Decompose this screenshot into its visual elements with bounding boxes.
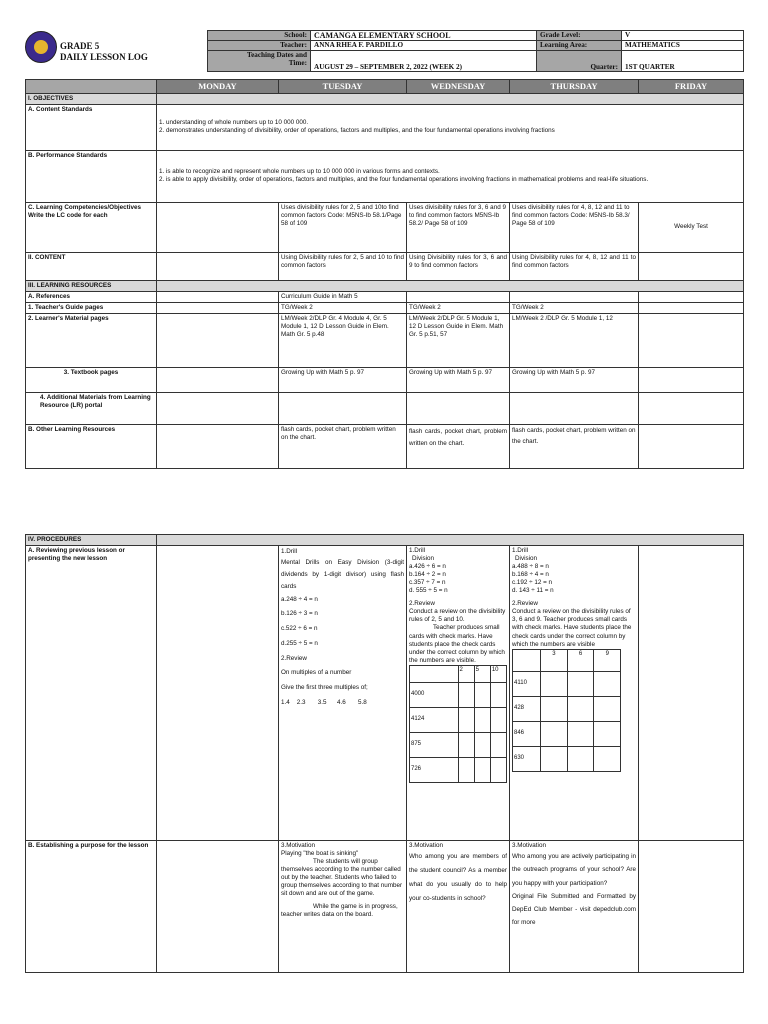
drill-item: b.126 ÷ 3 = n bbox=[281, 610, 318, 618]
competencies-friday: Weekly Test bbox=[639, 202, 744, 252]
learners-material-tuesday: LM/Week 2/DLP Gr. 4 Module 4, Gr. 5 Module 1, 12 D Lesson Guide in Elem. Math Gr. 5 p.48 bbox=[279, 314, 407, 368]
mini-row-label: 4124 bbox=[410, 707, 459, 732]
quarter-value: 1ST QUARTER bbox=[622, 51, 744, 72]
motivation-title: 3.Motivation bbox=[409, 842, 443, 850]
mini-header: 9 bbox=[594, 649, 621, 671]
drill-item: a.426 ÷ 6 = n bbox=[409, 563, 446, 571]
mini-row-label: 846 bbox=[513, 721, 541, 746]
teaching-dates-label bbox=[208, 51, 311, 72]
motivation-title: 3.Motivation bbox=[512, 842, 546, 850]
mini-row-label: 875 bbox=[410, 732, 459, 757]
content-standards-2: 2. demonstrates understanding of divisibility, order of operations, factors and multiples, and the four fundamental operations involving fractions bbox=[159, 127, 555, 135]
content-tuesday: Using Divisibility rules for 2, 5 and 10 to find common factors bbox=[279, 252, 407, 280]
performance-standards-text bbox=[157, 150, 744, 202]
content-thursday: Using Divisibility rules for 4, 8, 12 and 11 to find common factors bbox=[510, 252, 639, 280]
drill-title: 1.Drill bbox=[512, 547, 529, 555]
establishing-purpose-label: B. Establishing a purpose for the lesson bbox=[26, 841, 157, 973]
competencies-wednesday: Uses divisibility rules for 3, 6 and 9 to find common factors M5NS-Ib 58.2/ Page 58 of 109 bbox=[407, 202, 510, 252]
multiples-list: 1.4 2.3 3.5 4.6 5.8 bbox=[281, 698, 367, 706]
teacher-value: ANNA RHEA F. PARDILLO bbox=[311, 41, 537, 51]
title-grade: GRADE 5 bbox=[60, 41, 100, 51]
drill-item: d.255 ÷ 5 = n bbox=[281, 639, 318, 647]
day-tuesday: TUESDAY bbox=[279, 80, 407, 94]
establishing-tuesday bbox=[279, 841, 407, 973]
teaching-dates-label-line2: Time: bbox=[288, 59, 307, 68]
mini-row-label: 630 bbox=[513, 746, 541, 771]
competencies-thursday: Uses divisibility rules for 4, 8, 12 and 11 to find common factors Code: M5NS-Ib 58.3/ Page 58 of 109 bbox=[510, 202, 639, 252]
motivation-game: Playing "the boat is sinking" bbox=[281, 850, 359, 858]
review-text-2: Teacher produces small cards with check marks. Have students place the check cards under the correct column by which the numbers are visible. bbox=[409, 624, 505, 664]
textbook-wednesday: Growing Up with Math 5 p. 97 bbox=[407, 368, 510, 393]
mini-header: 6 bbox=[567, 649, 594, 671]
drill-item: c.522 ÷ 6 = n bbox=[281, 625, 318, 633]
review-text-2: Give the first three multiples of; bbox=[281, 684, 368, 692]
objectives-resources-table bbox=[25, 79, 744, 469]
school-value: CAMANGA ELEMENTARY SCHOOL bbox=[311, 31, 537, 41]
motivation-text: Who among you are actively participating in the outreach programs of your school? Are you happy with your participation? bbox=[512, 853, 636, 887]
establishing-thursday bbox=[510, 841, 639, 973]
mini-row-label: 726 bbox=[410, 757, 459, 782]
drill-item: b.168 ÷ 4 = n bbox=[512, 571, 549, 579]
quarter-label: Quarter: bbox=[537, 51, 622, 72]
mini-header: 5 bbox=[474, 665, 490, 682]
drill-title: 1.Drill bbox=[281, 548, 298, 556]
other-resources-wednesday: flash cards, pocket chart, problem written on the chart. bbox=[407, 425, 510, 469]
day-header-blank bbox=[26, 80, 157, 94]
teaching-dates-value: AUGUST 29 – SEPTEMBER 2, 2022 (WEEK 2) bbox=[311, 51, 537, 72]
mini-row-label: 4000 bbox=[410, 682, 459, 707]
performance-standards-label: B. Performance Standards bbox=[26, 150, 157, 202]
day-friday: FRIDAY bbox=[639, 80, 744, 94]
content-wednesday: Using Divisibility rules for 3, 6 and 9 to find common factors bbox=[407, 252, 510, 280]
learners-material-wednesday: LM/Week 2/DLP Gr. 5 Module 1, 12 D Lesson Guide in Elem. Math Gr. 5 p.51, 57 bbox=[407, 314, 510, 368]
header-info-table bbox=[207, 30, 744, 72]
drill-subtitle: Division bbox=[515, 555, 538, 563]
day-thursday: THURSDAY bbox=[510, 80, 639, 94]
content-standards-1: 1. understanding of whole numbers up to 10 000 000. bbox=[159, 119, 309, 127]
motivation-title: 3.Motivation bbox=[281, 842, 315, 850]
drill-item: a.248 ÷ 4 = n bbox=[281, 595, 318, 603]
drill-item: c.357 ÷ 7 = n bbox=[409, 579, 446, 587]
competencies-label: C. Learning Competencies/Objectives Write the LC code for each bbox=[26, 202, 157, 252]
content-standards-text bbox=[157, 104, 744, 150]
textbook-thursday: Growing Up with Math 5 p. 97 bbox=[510, 368, 639, 393]
review-title: 2.Review bbox=[281, 654, 307, 662]
drill-item: c.192 ÷ 12 = n bbox=[512, 579, 553, 587]
mini-header: 10 bbox=[490, 665, 506, 682]
teacher-label: Teacher: bbox=[208, 41, 311, 51]
learning-resources-heading: III. LEARNING RESOURCES bbox=[26, 280, 157, 291]
performance-standards-1: 1. is able to recognize and represent whole numbers up to 10 000 000 in various forms and contexts. bbox=[159, 168, 440, 176]
competencies-tuesday: Uses divisibility rules for 2, 5 and 10to find common factors Code: M5NS-Ib 58.1/Page 58 of 109 bbox=[279, 202, 407, 252]
performance-standards-2: 2. is able to apply divisibility, order of operations, factors and multiples, and the four fundamental operations involving fractions in mathematical problems and real-life situations. bbox=[159, 176, 649, 184]
establishing-wednesday bbox=[407, 841, 510, 973]
motivation-text: The students will group themselves according to the number called out by the teacher. Students who failed to group themselves according to that number sit down and are out of the game. bbox=[281, 858, 403, 898]
mini-header: 2 bbox=[458, 665, 474, 682]
drill-subtitle: Division bbox=[412, 555, 435, 563]
mini-header bbox=[410, 665, 459, 682]
objectives-heading: I. OBJECTIVES bbox=[26, 93, 157, 104]
drill-item: d. 143 ÷ 11 = n bbox=[512, 587, 554, 595]
divisibility-table-thu bbox=[512, 649, 621, 772]
motivation-text: Who among you are members of the student council? As a member what do you usually do to help your co-students in school? bbox=[409, 853, 507, 902]
drill-text: Mental Drills on Easy Division (3-digit dividends by 1-digit divisor) using flash cards bbox=[281, 558, 404, 590]
content-standards-label: A. Content Standards bbox=[26, 104, 157, 150]
learners-material-label: 2. Learner's Material pages bbox=[26, 314, 157, 368]
review-text: On multiples of a number bbox=[281, 669, 352, 677]
learning-area-value: MATHEMATICS bbox=[622, 41, 744, 51]
review-text: Conduct a review on the divisibility rules of 2, 5 and 10. bbox=[409, 608, 506, 624]
teachers-guide-wednesday: TG/Week 2 bbox=[407, 303, 510, 314]
grade-level-label: Grade Level: bbox=[537, 31, 622, 41]
teachers-guide-label: 1. Teacher's Guide pages bbox=[26, 303, 157, 314]
review-title: 2.Review bbox=[512, 600, 538, 608]
other-resources-thursday: flash cards, pocket chart, problem written on the chart. bbox=[510, 425, 639, 469]
references-label: A. References bbox=[26, 291, 157, 302]
mini-header bbox=[513, 649, 541, 671]
content-label: II. CONTENT bbox=[26, 252, 157, 280]
motivation-text-2: While the game is in progress, teacher writes data on the board. bbox=[281, 903, 398, 919]
divisibility-table-wed bbox=[409, 665, 507, 783]
day-wednesday: WEDNESDAY bbox=[407, 80, 510, 94]
day-monday: MONDAY bbox=[157, 80, 279, 94]
teachers-guide-tuesday: TG/Week 2 bbox=[279, 303, 407, 314]
deped-seal-logo bbox=[25, 31, 57, 63]
other-resources-label: B. Other Learning Resources bbox=[26, 425, 157, 469]
reviewing-wednesday bbox=[407, 546, 510, 841]
grade-level-value: V bbox=[622, 31, 744, 41]
mini-header: 3 bbox=[541, 649, 568, 671]
review-title: 2.Review bbox=[409, 600, 435, 608]
drill-item: b.164 ÷ 2 = n bbox=[409, 571, 446, 579]
learners-material-thursday: LM/Week 2 /DLP Gr. 5 Module 1, 12 bbox=[510, 314, 639, 368]
review-text: Conduct a review on the divisibility rules of 3, 6 and 9. Teacher produces small cards with check marks. Have students place the check cards under the correct column by which the numbers are visible bbox=[512, 608, 632, 648]
mini-row-label: 4110 bbox=[513, 671, 541, 696]
drill-item: a.488 ÷ 8 = n bbox=[512, 563, 549, 571]
mini-row-label: 428 bbox=[513, 696, 541, 721]
learning-area-label: Learning Area: bbox=[537, 41, 622, 51]
teachers-guide-thursday: TG/Week 2 bbox=[510, 303, 639, 314]
reviewing-thursday bbox=[510, 546, 639, 841]
drill-title: 1.Drill bbox=[409, 547, 426, 555]
title-daily-lesson-log: DAILY LESSON LOG bbox=[60, 52, 148, 62]
textbook-label: 3. Textbook pages bbox=[26, 368, 157, 393]
reviewing-lesson-label: A. Reviewing previous lesson or presenting the new lesson bbox=[26, 546, 157, 841]
textbook-tuesday: Growing Up with Math 5 p. 97 bbox=[279, 368, 407, 393]
other-resources-tuesday: flash cards, pocket chart, problem written on the chart. bbox=[279, 425, 407, 469]
depedclub-watermark: Original File Submitted and Formatted by DepEd Club Member - visit depedclub.com for more bbox=[512, 892, 636, 927]
teaching-dates-label-line1: Teaching Dates and bbox=[246, 51, 307, 60]
school-label: School: bbox=[208, 31, 311, 41]
additional-materials-label: 4. Additional Materials from Learning Resource (LR) portal bbox=[26, 393, 157, 425]
reviewing-tuesday bbox=[279, 546, 407, 841]
references-tuesday: Curriculum Guide in Math 5 bbox=[279, 291, 407, 302]
procedures-table bbox=[25, 534, 744, 973]
procedures-heading: IV. PROCEDURES bbox=[26, 535, 157, 546]
drill-item: d. 555 ÷ 5 = n bbox=[409, 587, 448, 595]
